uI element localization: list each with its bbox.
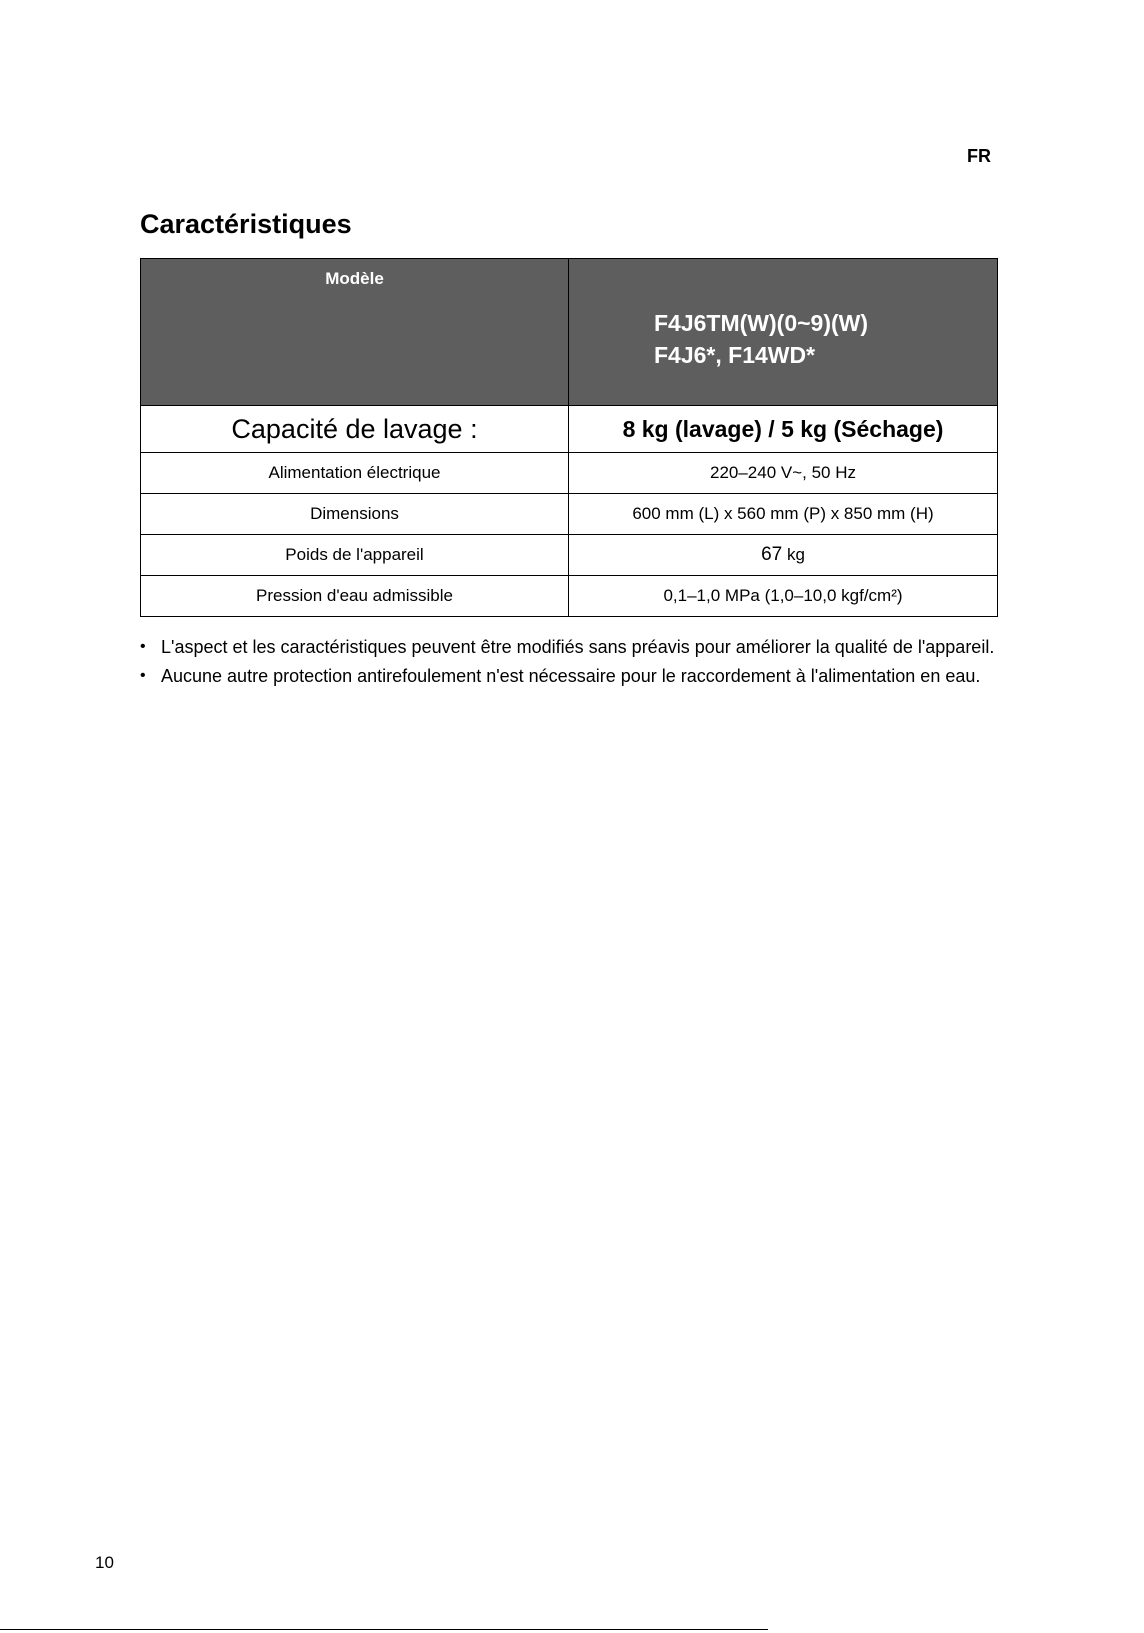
capacity-value: 8 kg (lavage) / 5 kg (Séchage) [569,406,998,453]
spec-value: 220–240 V~, 50 Hz [569,453,998,494]
specifications-table [140,258,998,617]
model-row [141,259,998,406]
capacity-row [141,406,998,453]
model-value-line: F4J6*, F14WD* [654,342,816,368]
spec-label: Alimentation électrique [141,453,569,494]
weight-unit: kg [786,545,805,564]
notes-list [140,636,1000,694]
page-number: 10 [95,1553,114,1572]
note-item: • Aucune autre protection antirefoulement n'est nécessaire pour le raccordement à l'alimentation en eau. [140,665,1000,687]
spec-value: 600 mm (L) x 560 mm (P) x 850 mm (H) [569,494,998,535]
spec-label: Dimensions [141,494,569,535]
model-value-line: F4J6TM(W)(0~9)(W) [654,310,869,336]
spec-row-power [141,453,998,494]
weight-number: 67 [761,544,783,565]
spec-row-water-pressure [141,576,998,617]
capacity-label: Capacité de lavage : [141,406,569,453]
language-code: FR [967,146,991,166]
spec-label: Pression d'eau admissible [141,576,569,617]
spec-label: Poids de l'appareil [141,535,569,576]
page-bottom-rule [0,1629,768,1630]
spec-row-weight [141,535,998,576]
spec-value: 0,1–1,0 MPa (1,0–10,0 kgf/cm²) [569,576,998,617]
model-value [569,259,998,406]
note-item: • L'aspect et les caractéristiques peuvent être modifiés sans préavis pour améliorer la qualité de l'appareil. [140,636,1000,658]
page-title: Caractéristiques [140,209,352,239]
spec-row-dimensions [141,494,998,535]
model-label: Modèle [141,259,569,406]
spec-value [569,535,998,576]
